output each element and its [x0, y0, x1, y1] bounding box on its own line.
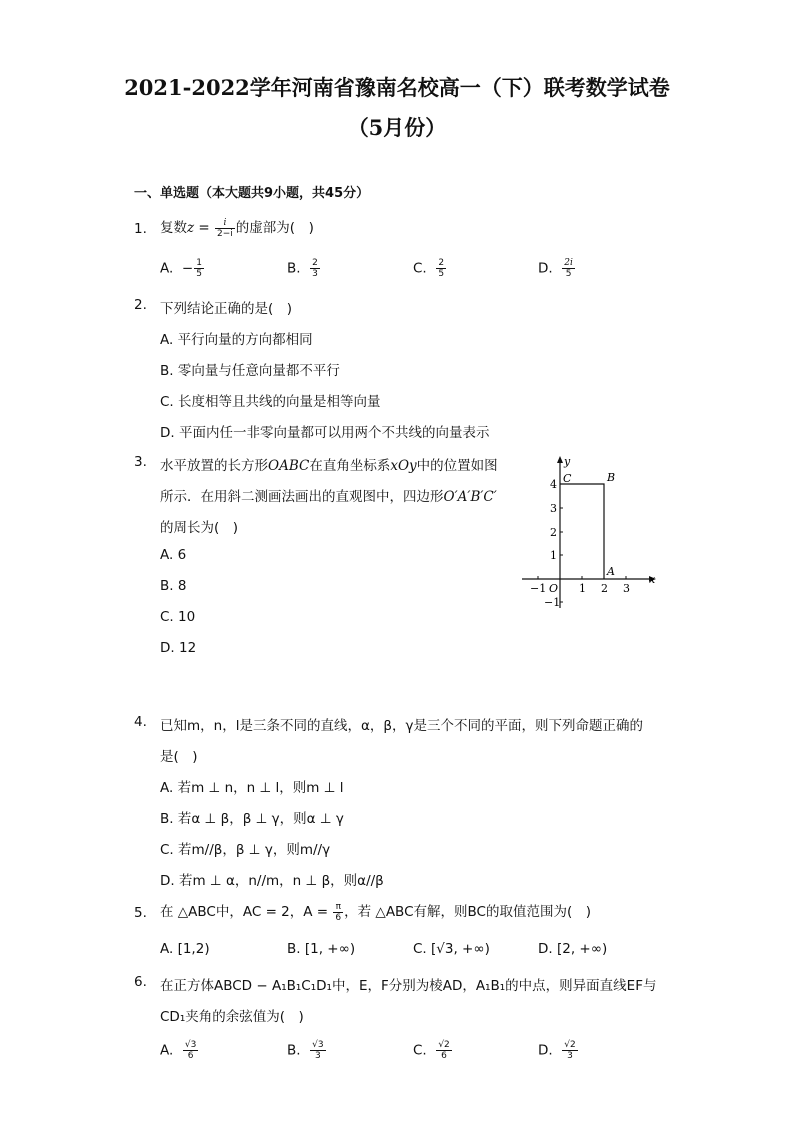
q1-a-num: 1 [196, 258, 202, 268]
q3-option-a[interactable]: A. 6 [160, 547, 187, 563]
q6-c-label: C. [413, 1042, 427, 1059]
q3-line2 [160, 485, 497, 505]
x-tick-label-neg1: −1 [530, 582, 547, 595]
point-c-label: C [563, 472, 572, 485]
q2-option-b[interactable]: B. 零向量与任意向量都不平行 [160, 363, 340, 379]
q1-stem [160, 216, 314, 239]
x-tick-label-3: 3 [623, 582, 630, 595]
y-tick-label-1: 1 [550, 549, 557, 562]
q6-number: 6. [134, 974, 147, 990]
q2-option-a[interactable]: A. 平行向量的方向都相同 [160, 332, 313, 348]
q6-option-a[interactable] [160, 1040, 199, 1061]
point-a-label: A [607, 565, 615, 578]
q1-b-num: 2 [312, 258, 318, 268]
q3-coordinate-figure [518, 452, 660, 612]
q1-a-label: A. [160, 260, 174, 277]
q6-option-d[interactable] [538, 1040, 579, 1061]
exam-subtitle: （5月份） [347, 115, 447, 140]
y-tick-label-3: 3 [550, 502, 557, 515]
q2-number: 2. [134, 297, 147, 313]
q2-stem: 下列结论正确的是( ) [160, 301, 293, 317]
q1-fraction [215, 218, 235, 239]
q1-z: z = [187, 220, 215, 236]
q4-option-b[interactable]: B. 若α ⊥ β，β ⊥ γ，则α ⊥ γ [160, 811, 344, 827]
q4-option-c[interactable]: C. 若m//β，β ⊥ γ，则m//γ [160, 842, 331, 858]
q1-c-num: 2 [438, 258, 445, 268]
q1-a-frac [194, 258, 204, 279]
q6-d-frac [562, 1040, 577, 1061]
q1-d-label: D. [538, 260, 553, 277]
exam-title: 2021-2022学年河南省豫南名校高一（下）联考数学试卷 [124, 75, 670, 100]
q6-d-num: √2 [564, 1040, 576, 1050]
q5-pre: 在 △ABC中，AC = 2，A = [160, 904, 333, 920]
q6-b-label: B. [287, 1042, 301, 1059]
q3-l1m2: xOy [390, 458, 417, 474]
q1-b-frac [310, 258, 320, 279]
q1-c-den: 5 [438, 269, 445, 279]
q5-frac-den: 6 [335, 912, 342, 923]
q1-c-label: C. [413, 260, 427, 277]
q6-a-num: √3 [184, 1040, 197, 1050]
q5-number: 5. [134, 905, 147, 921]
q6-c-frac [436, 1040, 451, 1061]
q6-option-c[interactable] [413, 1040, 453, 1061]
q1-d-den: 5 [565, 269, 572, 279]
q5-option-c[interactable]: C. [√3, +∞) [413, 941, 490, 957]
q1-post: 的虚部为( ) [235, 220, 314, 236]
q1-d-num: 2i [564, 258, 573, 268]
x-tick-label-1: 1 [579, 582, 586, 595]
q3-l2a: 所示．在用斜二测画法画出的直观图中，四边形 [160, 489, 444, 505]
q5-stem [160, 900, 591, 923]
q1-option-d[interactable] [538, 258, 576, 279]
q6-d-label: D. [538, 1042, 553, 1059]
q5-frac-num: π [333, 902, 343, 913]
q5-option-b[interactable]: B. [1, +∞) [287, 941, 356, 957]
q3-l1m: OABC [268, 458, 310, 474]
q1-option-a[interactable] [160, 258, 205, 279]
x-axis-label: x [649, 573, 656, 586]
q4-number: 4. [134, 714, 147, 730]
q2-option-d[interactable]: D. 平面内任一非零向量都可以用两个不共线的向量表示 [160, 425, 490, 441]
y-axis-arrow [557, 456, 563, 463]
y-axis-label: y [564, 455, 571, 468]
q1-a-den: 5 [196, 269, 202, 279]
q4-option-d[interactable]: D. 若m ⊥ α，n//m，n ⊥ β，则α//β [160, 873, 384, 889]
q3-option-b[interactable]: B. 8 [160, 578, 187, 594]
q6-a-den: 6 [187, 1051, 194, 1061]
q3-number: 3. [134, 454, 147, 470]
q6-line2: CD₁夹角的余弦值为( ) [160, 1009, 304, 1025]
q1-number: 1. [134, 221, 147, 237]
q1-frac-den: 2−i [217, 228, 233, 239]
q6-a-frac [183, 1040, 198, 1061]
q1-option-c[interactable] [413, 258, 447, 279]
q4-option-a[interactable]: A. 若m ⊥ n，n ⊥ l，则m ⊥ l [160, 780, 344, 796]
y-tick-label-4: 4 [550, 478, 557, 491]
q6-b-den: 3 [315, 1051, 321, 1061]
x-tick-label-2: 2 [601, 582, 608, 595]
q5-option-d[interactable]: D. [2, +∞) [538, 941, 608, 957]
q1-frac-num: i [215, 218, 235, 229]
q1-d-frac [562, 258, 575, 279]
q1-b-label: B. [287, 260, 301, 277]
q1-b-den: 3 [312, 269, 318, 279]
q6-b-frac [310, 1040, 325, 1061]
q3-option-c[interactable]: C. 10 [160, 609, 196, 625]
q1-pre: 复数 [160, 220, 187, 236]
y-tick-label-neg1: −1 [544, 596, 561, 609]
q6-b-num: √3 [312, 1040, 324, 1050]
origin-label: O [549, 582, 559, 595]
y-tick-label-2: 2 [550, 526, 557, 539]
q6-option-b[interactable] [287, 1040, 327, 1061]
q3-l2m: O′A′B′C′ [443, 489, 497, 505]
q3-l1a: 水平放置的长方形 [160, 458, 268, 474]
rectangle-oabc [560, 484, 604, 579]
q6-a-label: A. [160, 1042, 174, 1059]
q4-line2: 是( ) [160, 749, 198, 765]
q6-c-num: √2 [438, 1040, 450, 1050]
q3-line3: 的周长为( ) [160, 520, 239, 536]
q5-post: ，若 △ABC有解，则BC的取值范围为( ) [344, 904, 591, 920]
q3-l1b: 在直角坐标系 [309, 458, 391, 474]
q1-option-b[interactable] [287, 258, 321, 279]
q3-option-d[interactable]: D. 12 [160, 640, 197, 656]
q3-line1 [160, 454, 498, 474]
q3-l1c: 中的位置如图 [416, 458, 498, 474]
section-heading: 一、单选题（本大题共9小题，共45分） [134, 186, 370, 201]
q5-fraction [333, 902, 343, 923]
q4-line1: 已知m，n，l是三条不同的直线，α，β，γ是三个不同的平面，则下列命题正确的 [160, 718, 643, 734]
q1-a-sign: − [181, 260, 194, 277]
q2-option-c[interactable]: C. 长度相等且共线的向量是相等向量 [160, 394, 381, 410]
q6-d-den: 3 [567, 1051, 573, 1061]
q1-c-frac [436, 258, 446, 279]
q6-line1: 在正方体ABCD − A₁B₁C₁D₁中，E，F分别为棱AD，A₁B₁的中点，则异面直线EF与 [160, 978, 657, 994]
q6-c-den: 6 [441, 1051, 447, 1061]
point-b-label: B [607, 471, 616, 484]
q5-option-a[interactable]: A. [1,2) [160, 941, 210, 957]
